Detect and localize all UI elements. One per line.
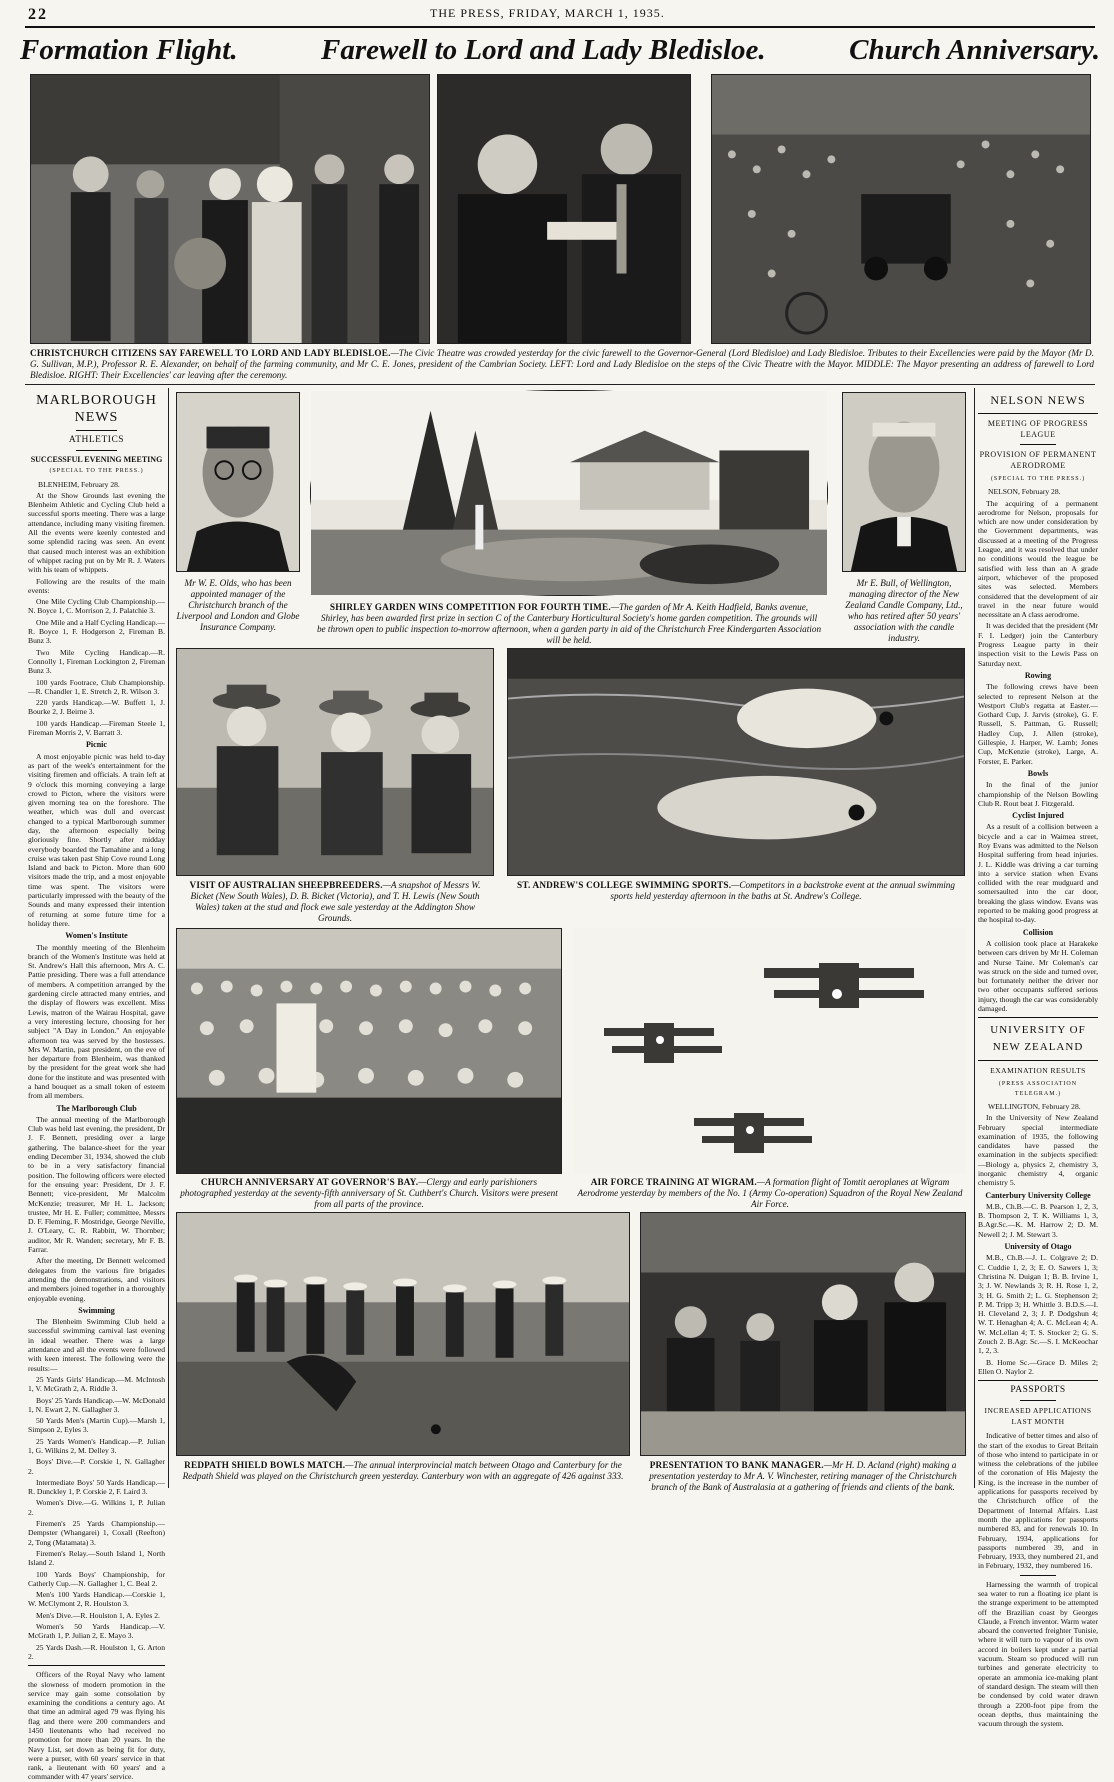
result-line: Women's 50 Yards Handicap.—V. McGrath 1, P. Julian 2, E. Mayo 3.: [28, 1622, 165, 1641]
paragraph: Officers of the Royal Navy who lament the slowness of modern promotion in the service may gain some consolation by examining the conditions a century ago. At that time an admiral aged 79 was flying his flag and there were 200 commanders and 1450 lieutenants who had received no promotion for more than 20 years. In the Navy List, set down as being fit for duty, were a purser, with 60 years' service in that rank, a lieutenant with 60 years' and a commander with 47 years' service.: [28, 1670, 165, 1782]
bowls-head: Bowls: [1027, 768, 1049, 778]
divider: [1020, 444, 1056, 445]
divider: [978, 1017, 1098, 1018]
divider: [978, 1380, 1098, 1381]
headline-church-anniversary: Church Anniversary.: [849, 33, 1100, 66]
passports-headline: INCREASED APPLICATIONS LAST MONTH: [984, 1406, 1092, 1427]
photo-church-anniversary: [176, 928, 562, 1174]
result-line: 100 yards Footrace, Club Championship.—R. Chandler 1, E. Stretch 2, R. Wilson 3.: [28, 677, 165, 696]
caption-olds: Mr W. E. Olds, who has been appointed manager of the Christchurch branch of the Liverpool and London and Globe Insurance Company.: [176, 578, 300, 632]
caption-bank-title: PRESENTATION TO BANK MANAGER.: [649, 1460, 824, 1470]
caption-bank: [640, 1460, 966, 1493]
caption-shirley-text: —The garden of Mr A. Keith Hadfield, Banks avenue, Shirley, has been awarded first prize in section C of the Canterbury Horticultural Society's home garden competition. The grounds will be thrown open to public inspection to-morrow afternoon, when a garden party in aid of the Christchurch Free Kindergarten Association will be held.: [316, 602, 822, 645]
caption-swimming-title: ST. ANDREW'S COLLEGE SWIMMING SPORTS.: [517, 880, 732, 890]
otago-head: University of Otago: [1004, 1242, 1072, 1252]
university-headline: EXAMINATION RESULTS: [990, 1066, 1086, 1076]
paragraph: As a result of a collision between a bicycle and a car in Waimea street, Roy Evans was admitted to the Nelson Hospital suffering from head injuries. J. L. Kiddle was driving a car turning into a service station when Evans collided with the rear mudguard and somersaulted into the car door, breaking the glass window. Evans was reported to be making good progress at the hospital to-day.: [978, 822, 1098, 925]
paragraph: The acquiring of a permanent aerodrome for Nelson, proposals for which are now under consideration by the Government departments, was discussed at a meeting of the Progress League, and it was resolved that under no conditions would the league be satisfied with less than an A grade airport, whichever of the proposed sites was selected. Members considered that the development of air travel in the near future would necessitate an A class aerodrome.: [978, 498, 1098, 620]
result-line: One Mile and a Half Cycling Handicap.—R. Boyce 1, F. Hodgerson 2, Fireman B. Bunz 3.: [28, 617, 165, 646]
caption-airforce-text: —A formation flight of Tomtit aeroplanes at Wigram Aerodrome yesterday by members of the No. 1 (Army Co-operation) Squadron of the Royal New Zealand Air Force.: [577, 1177, 963, 1209]
caption-church-title: CHURCH ANNIVERSARY AT GOVERNOR'S BAY.: [200, 1177, 419, 1187]
column-rule: [168, 388, 169, 1488]
result-line: 100 Yards Boys' Championship, for Catherly Cup.—N. Gallagher 1, C. Beal 2.: [28, 1569, 165, 1588]
caption-bull: Mr E. Bull, of Wellington, managing director of the New Zealand Candle Company, Ltd., who has retired after 50 years' association with the candle industry.: [845, 578, 963, 643]
paragraph: The Blenheim Swimming Club held a successful swimming carnival last evening in ideal weather. There was a large attendance and all the events were followed with keen interest. The following were the results:—: [28, 1317, 165, 1373]
caption-bowls-text: —The annual interprovincial match between Otago and Canterbury for the Redpath Shield was played on the Christchurch green yesterday. Canterbury won with an aggregate of 426 against 333.: [182, 1460, 624, 1481]
canterbury-head: Canterbury University College: [985, 1190, 1091, 1200]
special-credit: (SPECIAL TO THE PRESS.): [990, 476, 1086, 482]
paragraph: A collision took place at Harakeke between cars driven by Mr H. Coleman and Nurse Taine. Mr Coleman's car was struck on the side and turned over, but fortunately neither the driver nor two other occupants suffered serious injury, though the car was considerably damaged.: [978, 938, 1098, 1014]
special-credit: (PRESS ASSOCIATION TELEGRAM.): [998, 1081, 1078, 1097]
paragraph: The annual meeting of the Marlborough Club was held last evening, the president, Dr J. F. Bennett, presiding over a large gathering. The balance-sheet for the year ending December 31, 1934, showed the club to be in a very satisfactory financial position. The following officers were elected for the ensuing year: President, Dr J. F. Bennett; vice-president, Mr Malcolm McKenzie; treasurer, Mr H. L. Jackson; trustee, Mr H. E. Fuller; committee, Messrs D. F. Fleming, F. Mostridge, George Neville, J. O'Leary, C. R. Rabbitt, W. Thornber; auditor, Mr R. Wanden; secretary, Mr F. B. Farrar.: [28, 1114, 165, 1255]
photo-bank-presentation: [640, 1212, 966, 1456]
caption-bank-text: —Mr H. D. Acland (right) making a presentation yesterday to Mr A. V. Winchester, retiring manager of the Christchurch branch of the Bank of Australasia at a gathering of friends and clients of the bank.: [649, 1460, 957, 1492]
swimming-head: Swimming: [78, 1305, 115, 1315]
marlborough-athletics-head: ATHLETICS: [68, 435, 125, 445]
special-credit: (SPECIAL TO THE PRESS.): [49, 468, 144, 475]
photo-shirley-garden: [310, 390, 828, 596]
divider: [1020, 1400, 1056, 1401]
result-line: 50 Yards Men's (Martin Cup).—Marsh 1, Simpson 2, Eyles 3.: [28, 1416, 165, 1435]
result-line: Firemen's Relay.—South Island 1, North Island 2.: [28, 1548, 165, 1568]
caption-church-text: —Clergy and early parishioners photographed yesterday at the seventy-fifth anniversary of St. Cuthbert's Church. Visitors were present from all parts of the province.: [180, 1177, 558, 1209]
result-line: Two Mile Cycling Handicap.—R. Connolly 1, Fireman Lockington 2, Fireman Bunz 3.: [28, 647, 165, 676]
photo-mayor-address: [437, 74, 691, 344]
photo-sheepbreeders: [176, 648, 494, 876]
result-line: Firemen's 25 Yards Championship.—Dempster (Whangarei) 1, Coxall (Reefton) 2, Tong (Matamata) 3.: [28, 1519, 165, 1547]
caption-airforce: [574, 1177, 966, 1210]
nelson-headline-2: PROVISION OF PERMANENT AERODROME: [979, 450, 1097, 470]
result-line: One Mile Cycling Club Championship.—N. Boyce 1, C. Morrison 2, J. Palatchie 3.: [28, 597, 165, 616]
caption-sheepbreeders: [180, 880, 490, 924]
paragraph: The monthly meeting of the Blenheim branch of the Women's Institute was held at St. Andrew's Hall this afternoon, Mrs A. C. Pattie presiding. There was a full attendance of members. A competition arranged by the gardening circle attracted many entries, and the display of flowers was excellent. Miss Lewis, matron of the Wairau Hospital, gave a very interesting lecture, choosing for her subject "A Day in London." An enjoyable afternoon tea was served by the hostesses. Mrs W. Martin, past president, on the eve of her departure from Blenheim, was thanked by the president for the great work she had done for the institute and was presented with a hand bouquet as a small token of esteem from all members.: [28, 942, 165, 1101]
result-line: Boys' 25 Yards Handicap.—W. McDonald 1, N. Ewart 2, N. Gallagher 3.: [28, 1395, 165, 1414]
caption-bledisloe-text: —The Civic Theatre was crowded yesterday for the civic farewell to the Governor-General (Lord Bledisloe) and Lady Bledisloe. Tributes to their Excellencies were paid by the Mayor (Mr D. G. Sullivan, M.P.), Professor R. E. Alexander, on behalf of the farming community, and Mr C. E. Jones, president of the Cambrian Society. LEFT: Lord and Lady Bledisloe on the steps of the Civic Theatre with the Mayor. MIDDLE: The Mayor presenting an address of farewell to Lord Bledisloe. RIGHT: Their Excellencies' car leaving after the ceremony.: [30, 348, 1094, 380]
caption-sheepbreeders-text: —A snapshot of Messrs W. Bicket (New South Wales), D. B. Bicket (Victoria), and T. H. Lewis (New South Wales) taken at the stud and flock ewe sale yesterday at the Addington Show Grounds.: [190, 880, 481, 923]
paragraph: After the meeting, Dr Bennett welcomed delegates from the various fire brigades attending the demonstrations, and visitors and members joined together in a thoroughly enjoyable evening.: [28, 1256, 165, 1303]
passports-title: PASSPORTS: [1010, 1385, 1066, 1396]
paragraph: In the final of the junior championship of the Nelson Bowling Club R. Rout beat J. Fitzgerald.: [978, 780, 1098, 808]
result-line: 25 Yards Women's Handicap.—P. Julian 1, G. Wilkins 2, M. Delley 3.: [28, 1436, 165, 1455]
divider: [1020, 1575, 1056, 1576]
marlborough-dateline: BLENHEIM, February 28.: [38, 479, 120, 489]
paragraph: M.B., Ch.B.—C. B. Pearson 1, 2, 3, B. Thompson 2, T. K. Williams 1, 3, B.Agr.Sc.—K. M. Harrow 2; D. M. Newell 2; J. M. Stewart 3.: [978, 1201, 1098, 1239]
paragraph: It was decided that the president (Mr F. I. Ledger) join the Canterbury Progress League party in their inspection visit to the Lewis Pass on Saturday next.: [978, 621, 1098, 668]
womens-institute-head: Women's Institute: [65, 931, 128, 941]
column-rule: [974, 388, 975, 1488]
university-title: UNIVERSITY OF NEW ZEALAND: [990, 1024, 1086, 1054]
header-rule: [25, 26, 1095, 28]
result-line: Men's Dive.—R. Houlston 1, A. Eyles 2.: [36, 1610, 160, 1620]
marlborough-headline: SUCCESSFUL EVENING MEETING: [30, 455, 163, 464]
column-right-news: [978, 388, 1098, 1729]
caption-bowls: [176, 1460, 630, 1482]
nelson-title: NELSON NEWS: [990, 393, 1086, 407]
photo-e-bull: [842, 392, 966, 572]
paragraph: A most enjoyable picnic was held to-day as part of the week's entertainment for the visiting firemen and officials. A train left at 9 o'clock this morning conveying a large crowd to Picton, where the visitors were given morning tea on the foreshore. The weather, which was dull and overcast changed to a typical Marlborough summer day, the afternoon especially being gloriously fine. Shortly after midday everybody boarded the Tamahine and a long cruise was taken past Ship Cove round Long Island and back to Picton. More than 600 visitors made the trip, and a most enjoyable time was spent. The visitors were particularly impressed with the beauty of the Sounds and many expressed their intention of returning at some future time for a holiday there.: [28, 751, 165, 928]
caption-bledisloe-title: CHRISTCHURCH CITIZENS SAY FAREWELL TO LORD AND LADY BLEDISLOE.: [30, 348, 391, 358]
caption-sheepbreeders-title: VISIT OF AUSTRALIAN SHEEPBREEDERS.: [189, 880, 383, 890]
folio-line: THE PRESS, FRIDAY, MARCH 1, 1935.: [430, 6, 665, 20]
result-line: Intermediate Boys' 50 Yards Handicap.—R. Dunckley 1, P. Corskie 2, F. Laird 3.: [28, 1477, 165, 1497]
paragraph: Indicative of better times and also of the start of the exodus to Great Britain of those who intend to participate in or witness the celebrations of the jubilee of the coronation of His Majesty the King, is the increase in the number of applications for passports received by the Christchurch office of the Department of Internal Affairs. Last month the applications for passports numbered 83, and for renewals 10. In February, 1934, applications for passports numbered 39, and in February, 1933, they numbered 21, and in February, 1932, they numbered 16.: [978, 1431, 1098, 1571]
caption-bledisloe: [30, 348, 1094, 381]
photo-bledisloe-steps: [30, 74, 430, 344]
divider: [76, 430, 117, 431]
photo-swimming-sports: [507, 648, 965, 876]
marlborough-title: MARLBOROUGH NEWS: [36, 393, 157, 425]
cyclist-head: Cyclist Injured: [1012, 811, 1064, 821]
result-line: 25 Yards Dash.—R. Houlston 1, G. Arton 2.: [28, 1642, 165, 1661]
column-marlborough-news: [28, 388, 165, 1782]
collision-head: Collision: [1022, 927, 1054, 937]
page-number: 22: [28, 6, 48, 23]
result-line: Men's 100 Yards Handicap.—Corskie 1, W. McClymont 2, R. Houlston 3.: [28, 1590, 165, 1609]
result-line: 100 yards Handicap.—Fireman Steele 1, Fireman Morris 2, V. Barratt 3.: [28, 718, 165, 738]
paragraph: Following are the results of the main events:: [28, 576, 165, 595]
result-line: 220 yards Handicap.—W. Buffett 1, J. Bourke 2, J. Beirne 3.: [28, 698, 165, 717]
paragraph: M.B., Ch.B.—J. L. Colgrave 2; D. C. Cuddie 1, 2, 3; E. O. Sawers 1, 3; Christina N. Duigan 1; B. B. Irvine 1, 3; J. W. Newlands 3; R. H. Rose 1, 2, 3; H. G. Smith 2; L. G. Stephenson 2; P. M. Tripp 3; H. Whittle 3. B.D.S.—I. H. Cleveland 2, 3; J. P. Dodgshun 4; W. T. Henaghan 4; A. C. McLean 4; A. W. McLellan 4; T. S. Stocker 2; G. S. Zouch 2. B.Agr. Sc.—S. I. McKeochar 1, 2, 3.: [978, 1253, 1098, 1356]
result-line: 25 Yards Girls' Handicap.—M. McIntosh 1, V. McGrath 2, A. Riddle 3.: [28, 1374, 165, 1394]
rowing-head: Rowing: [1024, 670, 1052, 680]
paragraph: B. Home Sc.—Grace D. Miles 2; Ellen O. Naylor 2.: [978, 1357, 1098, 1376]
caption-bowls-title: REDPATH SHIELD BOWLS MATCH.: [184, 1460, 346, 1470]
headline-formation-flight: Formation Flight.: [20, 33, 238, 66]
divider: [28, 1665, 165, 1666]
caption-shirley-title: SHIRLEY GARDEN WINS COMPETITION FOR FOURTH TIME.: [329, 602, 611, 612]
caption-swimming: [510, 880, 962, 902]
caption-church: [180, 1177, 558, 1210]
picnic-head: Picnic: [86, 740, 107, 750]
section-rule: [25, 384, 1095, 385]
caption-airforce-title: AIR FORCE TRAINING AT WIGRAM.: [590, 1177, 757, 1187]
headline-farewell: Farewell to Lord and Lady Bledisloe.: [321, 33, 766, 66]
caption-swimming-text: —Competitors in a backstroke event at the annual swimming sports held yesterday afternoon in the baths at St. Andrew's College.: [610, 880, 955, 901]
divider: [978, 1060, 1098, 1061]
marlborough-club-head: The Marlborough Club: [56, 1103, 137, 1113]
paragraph: Harnessing the warmth of tropical sea water to run a floating ice plant is the strange experiment to be attempted off the Brazilian coast by Georges Claude, a French inventor. Warm water aboard the converted freighter Tunisie, where it will turn to vapour of its own accord in boilers kept under a partial vacuum. Steam so produced will run turbines and generate electricity to operate an ammonia ice-making plant of standard design. The steam will then be condensed by cold water drawn through a 2200-foot pipe from the ocean depths, thus maintaining the vacuum through the system.: [978, 1579, 1098, 1729]
result-line: Boys' Dive.—P. Corskie 1, N. Gallagher 2.: [28, 1457, 165, 1476]
nelson-dateline: NELSON, February 28.: [988, 487, 1061, 497]
nelson-headline: MEETING OF PROGRESS LEAGUE: [987, 419, 1089, 439]
photo-formation-flight: [574, 928, 966, 1174]
headline-bar: [20, 30, 1100, 70]
paragraph: In the University of New Zealand February special intermediate examination of 1935, the following candidates have passed the examination in the subjects specified:—Biology a, physics 2, chemistry 3, inorganic chemistry 4, organic chemistry 5.: [978, 1113, 1098, 1188]
photo-excellencies-car: [711, 74, 1091, 344]
result-line: Women's Dive.—G. Wilkins 1, P. Julian 2.: [28, 1498, 165, 1517]
photo-bowls-match: [176, 1212, 630, 1456]
paragraph: At the Show Grounds last evening the Blenheim Athletic and Cycling Club held a successful sports meeting. There was a large attendance, including many visiting firemen. All the events were keenly contested and some splendid racing was seen. An event that caused much interest was an exhibition of whippet racing put on by Mr R. J. Waters with his team of whippets.: [28, 490, 165, 575]
paragraph: The following crews have been selected to represent Nelson at the Westport Club's regatta at Easter.—Gothard Cup, J. Jarvis (stroke), G. F. Russell, S. Pattman, G. Russell; Hadley Cup, J. Allen (stroke), Gillespie, J. Harper, W. Lamb; Jones Cup, McKenzie (stroke), Large, A. Forster, E. Parker.: [978, 682, 1098, 766]
divider: [76, 450, 117, 451]
divider: [978, 413, 1098, 414]
photo-w-e-olds: [176, 392, 300, 572]
caption-shirley: [316, 602, 822, 646]
university-dateline: WELLINGTON, February 28.: [988, 1101, 1081, 1111]
